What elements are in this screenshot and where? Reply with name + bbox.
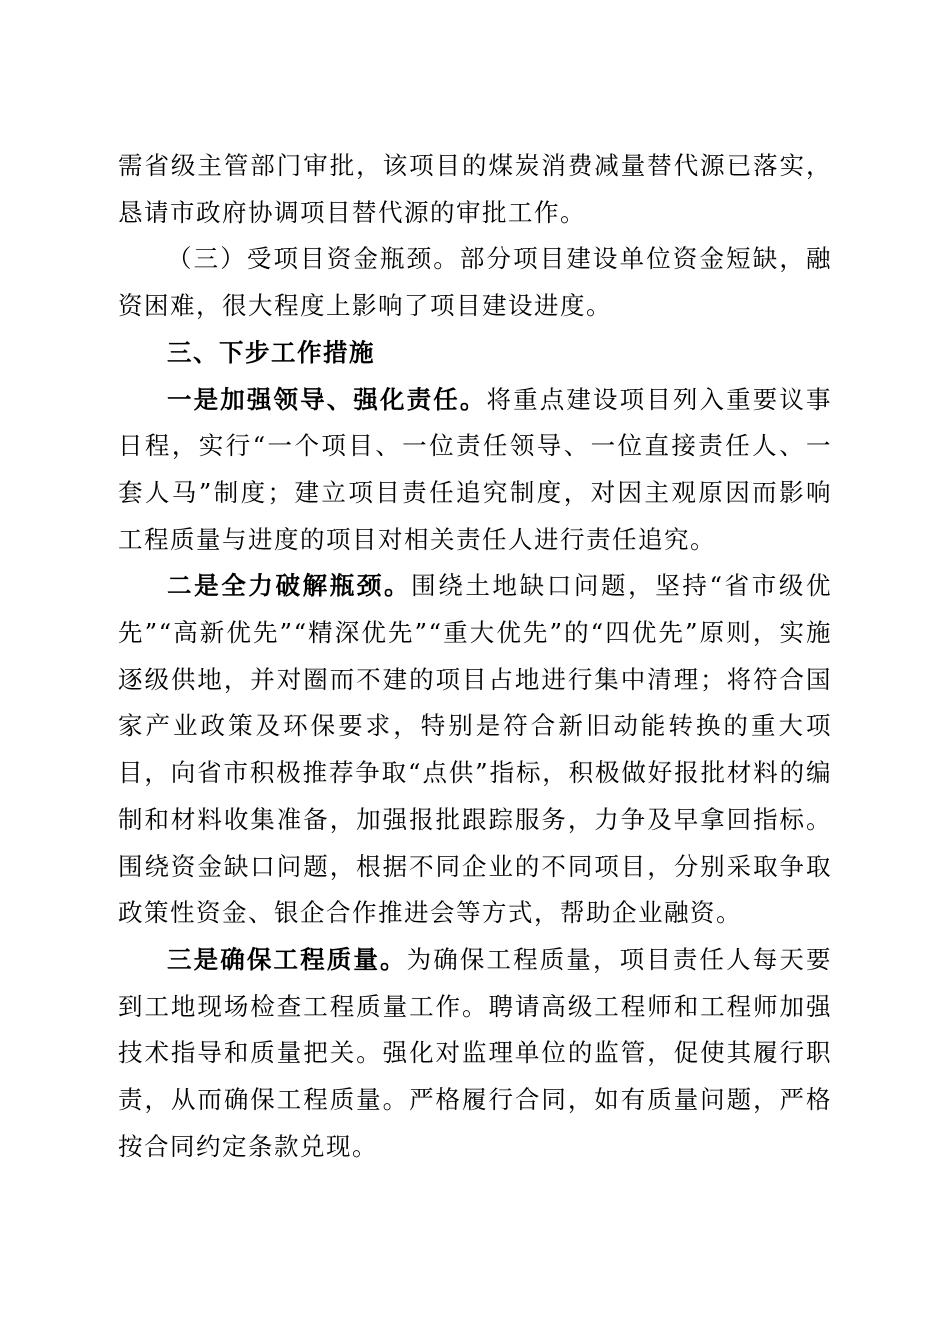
paragraph-bottleneck (118, 563, 832, 937)
paragraph-bottleneck-text: 围绕土地缺口问题，坚持“省市级优先”“高新优先”“精深优先”“重大优先”的“四优先”原则，实施逐级供地，并对圈而不建的项目占地进行集中清理；将符合国家产业政策及环保要求，特别是符合新旧动能转换的重大项目，向省市积极推荐争取“点供”指标，积极做好报批材料的编制和材料收集准备，加强报批跟踪服务，力争及早拿回指标。围绕资金缺口问题，根据不同企业的不同项目，分别采取争取政策性资金、银企合作推进会等方式，帮助企业融资。 (118, 571, 833, 928)
paragraph-leadership-lead: 一是加强领导、强化责任。 (167, 384, 487, 414)
paragraph-leadership-text: 将重点建设项目列入重要议事日程，实行“一个项目、一位责任领导、一位直接责任人、一套人马”制度；建立项目责任追究制度，对因主观原因而影响工程质量与进度的项目对相关责任人进行责任追究。 (118, 384, 832, 554)
paragraph-approval (118, 143, 832, 236)
document-body (118, 143, 832, 1170)
paragraph-quality-text: 为确保工程质量，项目责任人每天要到工地现场检查工程质量工作。聘请高级工程师和工程师加强技术指导和质量把关。强化对监理单位的监管，促使其履行职责，从而确保工程质量。严格履行合同，如有质量问题，严格按合同约定条款兑现。 (118, 944, 832, 1161)
paragraph-funding-text: （三）受项目资金瓶颈。部分项目建设单位资金短缺，融资困难，很大程度上影响了项目建设进度。 (118, 244, 832, 321)
paragraph-approval-text: 需省级主管部门审批，该项目的煤炭消费减量替代源已落实，恳请市政府协调项目替代源的审批工作。 (118, 151, 832, 227)
paragraph-quality (118, 937, 832, 1171)
section-heading: 三、下步工作措施 (167, 337, 375, 367)
paragraph-leadership (118, 377, 832, 564)
paragraph-quality-lead: 三是确保工程质量。 (167, 944, 407, 974)
paragraph-funding-bottleneck (118, 236, 832, 329)
paragraph-bottleneck-lead: 二是全力破解瓶颈。 (167, 571, 412, 601)
